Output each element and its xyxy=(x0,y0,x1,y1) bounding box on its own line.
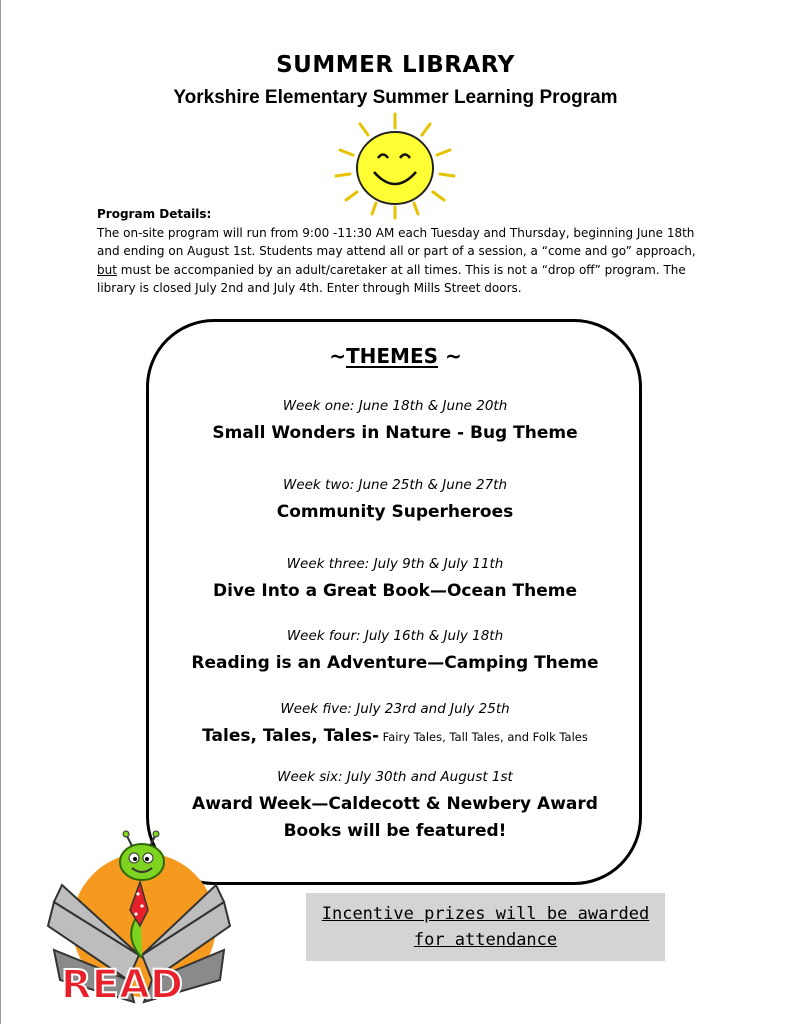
incentive-box xyxy=(306,893,665,961)
read-logo-text: READ xyxy=(60,962,184,1008)
week-theme-title xyxy=(150,723,640,751)
week-theme-subtitle: Fairy Tales, Tall Tales, and Folk Tales xyxy=(379,730,588,744)
week-dates: Week two: June 25th & June 27th xyxy=(282,477,508,493)
week-item xyxy=(150,628,640,677)
week-dates: Week five: July 23rd and July 25th xyxy=(280,701,510,717)
themes-heading xyxy=(0,344,791,368)
page-subtitle: Yorkshire Elementary Summer Learning Program xyxy=(173,87,618,108)
program-details-heading: Program Details: xyxy=(97,207,212,221)
week-theme-title: Small Wonders in Nature - Bug Theme xyxy=(212,423,578,443)
week-theme-title-main: Tales, Tales, Tales- xyxy=(202,726,380,746)
week-item xyxy=(150,556,640,605)
themes-heading-prefix: ~ xyxy=(329,344,346,368)
week-dates: Week one: June 18th & June 20th xyxy=(282,398,508,414)
incentive-line-1: Incentive prizes will be awarded xyxy=(321,904,650,924)
week-theme-title: Dive Into a Great Book—Ocean Theme xyxy=(212,581,578,601)
week-theme-title: Award Week—Caldecott & Newbery Award Books will be featured! xyxy=(192,794,598,841)
week-item xyxy=(150,477,640,526)
week-item xyxy=(178,769,612,845)
details-text-1: The on-site program will run from 9:00 -11:30 AM each Tuesday and Thursday, beginning June 18th and ending on August 1st. Students may attend all or part of a session, a “come and go” approach, xyxy=(97,225,696,258)
details-underlined-word: but xyxy=(97,262,117,277)
incentive-line-2: for attendance xyxy=(413,930,558,950)
themes-heading-text: THEMES xyxy=(346,344,439,368)
page-edge xyxy=(0,0,1,1024)
week-theme-title: Reading is an Adventure—Camping Theme xyxy=(191,653,599,673)
themes-heading-suffix: ~ xyxy=(438,344,462,368)
week-dates: Week four: July 16th & July 18th xyxy=(286,628,504,644)
week-theme-title: Community Superheroes xyxy=(276,502,514,522)
page-title: SUMMER LIBRARY xyxy=(276,52,515,78)
read-bookworm-logo xyxy=(44,830,234,1015)
program-details xyxy=(97,205,697,298)
week-dates: Week three: July 9th & July 11th xyxy=(286,556,504,572)
details-text-2: must be accompanied by an adult/caretaker at all times. This is not a “drop off” program. The library is closed July 2nd and July 4th. Enter through Mills Street doors. xyxy=(97,262,686,295)
week-item xyxy=(150,398,640,447)
smiling-sun-icon xyxy=(330,110,460,220)
program-details-body xyxy=(97,224,697,298)
week-item xyxy=(150,701,640,751)
week-dates: Week six: July 30th and August 1st xyxy=(277,769,513,785)
